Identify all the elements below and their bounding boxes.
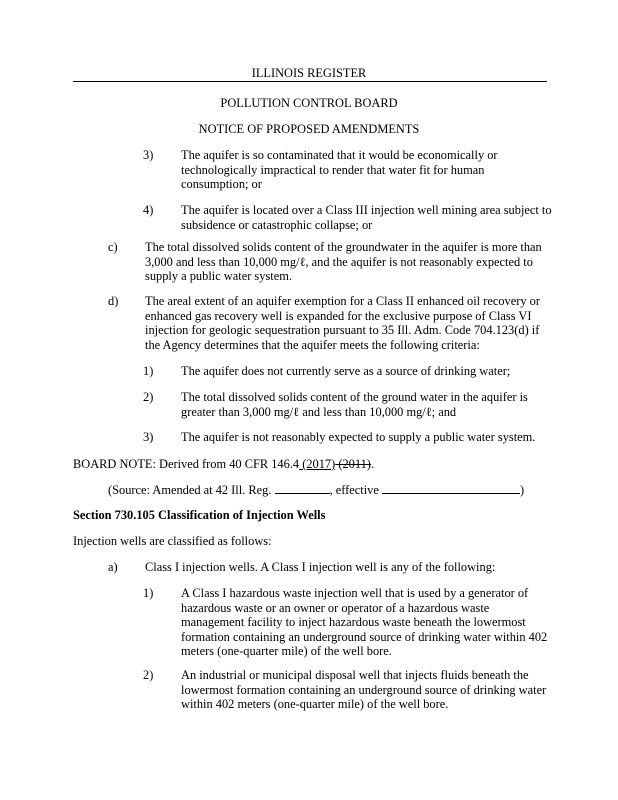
header-rule-accent: [175, 81, 243, 82]
item-a-text: Class I injection wells. A Class I injection well is any of the following:: [145, 560, 496, 574]
item-d2-text: The total dissolved solids content of the ground water in the aquifer is greater than 3,000 mg/ℓ and less than 10,000 mg/ℓ; and: [181, 390, 528, 419]
source-middle: , effective: [329, 483, 382, 497]
item-c-text: The total dissolved solids content of the groundwater in the aquifer is more than 3,000 and less than 10,000 mg/ℓ, and the aquifer is not reasonably expected to supply a public water system.: [145, 240, 542, 283]
item-a-label: a): [108, 560, 118, 574]
item-d-label: d): [108, 294, 119, 308]
item-4-label: 4): [143, 203, 154, 217]
item-3-text: The aquifer is so contaminated that it would be economically or technologically impractical to render that water fit for human consumption; or: [181, 148, 498, 191]
item-d3-text: The aquifer is not reasonably expected to supply a public water system.: [181, 430, 536, 444]
board-note-end: .: [370, 457, 375, 471]
agency-title: POLLUTION CONTROL BOARD: [220, 96, 398, 110]
item-4-text: The aquifer is located over a Class III injection well mining area subject to subsidence or catastrophic collapse; or: [181, 203, 552, 232]
section-intro: Injection wells are classified as follows:: [73, 534, 272, 548]
source-prefix: (Source: Amended at 42 Ill. Reg.: [108, 483, 275, 497]
item-3-label: 3): [143, 148, 154, 162]
item-d3-label: 3): [143, 430, 154, 444]
source-line: [108, 482, 548, 498]
notice-title: NOTICE OF PROPOSED AMENDMENTS: [198, 122, 420, 136]
item-c-label: c): [108, 240, 118, 254]
item-d2-label: 2): [143, 390, 154, 404]
item-d1-text: The aquifer does not currently serve as a source of drinking water;: [181, 364, 511, 378]
item-a2-text: An industrial or municipal disposal well that injects fluids beneath the lowermost formation containing an underground source of drinking water within 402 meters (one-quarter mile) of the well bore.: [181, 668, 547, 711]
board-note-text: BOARD NOTE: Derived from 40 CFR 146.4: [73, 457, 300, 471]
board-note-inserted: (2017): [299, 457, 336, 471]
effective-date-blank: [382, 482, 520, 494]
header-rule: [73, 81, 547, 82]
source-suffix: ): [519, 483, 525, 497]
item-d-text: The areal extent of an aquifer exemption for a Class II enhanced oil recovery or enhanced gas recovery well is expanded for the exclusive purpose of Class VI injection for geologic sequestration pursuant to 35 Ill. Adm. Code 704.123(d) if the Agency determines that the aquifer meets the following criteria:: [145, 294, 540, 352]
item-a1-label: 1): [143, 586, 154, 600]
register-title: ILLINOIS REGISTER: [251, 66, 367, 80]
item-a2-label: 2): [143, 668, 154, 682]
section-title: Section 730.105 Classification of Injection Wells: [73, 508, 326, 522]
board-note: [73, 457, 553, 472]
register-page-blank: [275, 482, 330, 494]
item-d1-label: 1): [143, 364, 154, 378]
board-note-deleted: (2011): [335, 457, 371, 471]
item-a1-text: A Class I hazardous waste injection well that is used by a generator of hazardous waste or an owner or operator of a hazardous waste management facility to inject hazardous waste beneath the lowermost formation containing an underground source of drinking water within 402 meters (one-quarter mile) of the well bore.: [181, 586, 548, 658]
